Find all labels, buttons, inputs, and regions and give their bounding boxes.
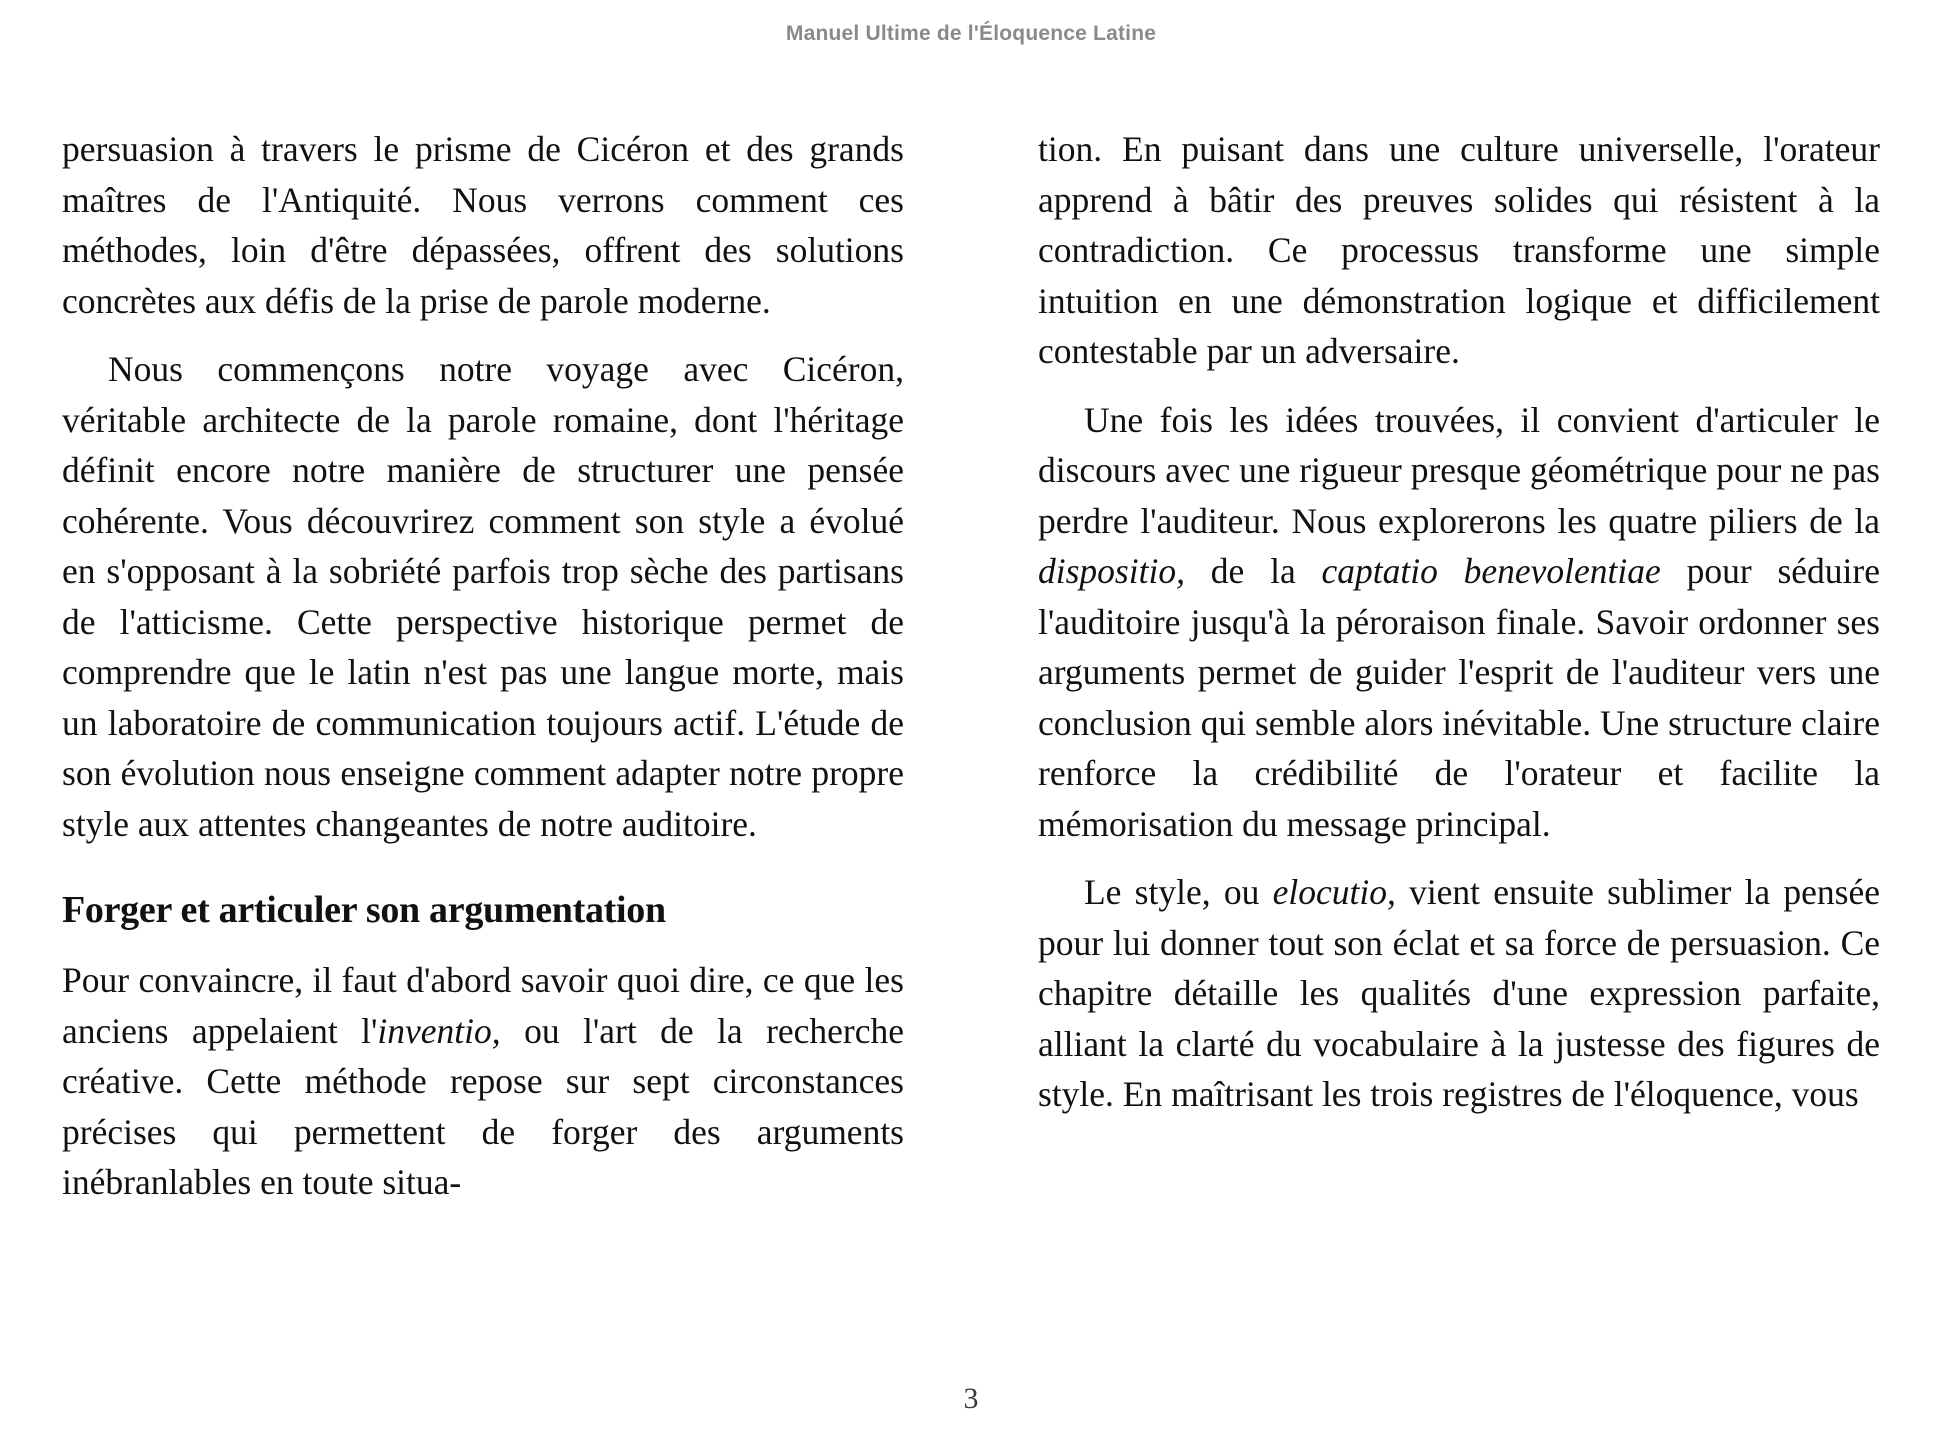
paragraph-text: persuasion à travers le prisme de Cicéron et des grands maîtres de l'Antiquité. Nous verrons comment ces méthodes, loin d'être dépassées, offrent des solutions concrètes aux défis de la prise de parole moderne.	[62, 129, 904, 321]
paragraph-text: de la	[1184, 551, 1322, 591]
paragraph-text: Une fois les idées trouvées, il convient d'articuler le discours avec une rigueur presque géométrique pour ne pas perdre l'auditeur. Nous explorerons les quatre piliers de la	[1038, 399, 1880, 541]
latin-term-captatio-benevolentiae: captatio benevolentiae	[1321, 551, 1661, 591]
paragraph-text: vient ensuite sublimer la pensée pour lui donner tout son éclat et sa force de persuasion. Ce chapitre détaille les qualités d'une expression parfaite, alliant la clarté du vocabulaire à la justesse des figures de style. En maîtrisant les trois registres de l'éloquence, vous	[1038, 872, 1880, 1114]
paragraph	[1038, 395, 1880, 850]
latin-term-elocutio: elocutio,	[1272, 872, 1396, 912]
paragraph-text: pour séduire l'auditoire jusqu'à la péroraison finale. Savoir ordonner ses arguments permet de guider l'esprit de l'auditeur vers une conclusion qui semble alors inévitable. Une structure claire renforce la crédibilité de l'orateur et facilite la mémorisation du message principal.	[1038, 551, 1880, 844]
page-number: 3	[963, 1382, 979, 1415]
right-column	[1038, 124, 1880, 1208]
two-column-body	[62, 124, 1880, 1208]
latin-term-dispositio: dispositio,	[1038, 551, 1185, 591]
left-column	[62, 124, 904, 1208]
paragraph	[62, 344, 904, 849]
paragraph	[62, 955, 904, 1208]
paragraph-text: Le style, ou	[1084, 872, 1273, 912]
paragraph-text: Nous commençons notre voyage avec Cicéron, véritable architecte de la parole romaine, dont l'héritage définit encore notre manière de structurer une pensée cohérente. Vous découvrirez comment son style a évolué en s'opposant à la sobriété parfois trop sèche des partisans de l'atticisme. Cette perspective historique permet de comprendre que le latin n'est pas une langue morte, mais un laboratoire de communication toujours actif. L'étude de son évolution nous enseigne comment adapter notre propre style aux attentes changeantes de notre auditoire.	[62, 349, 904, 844]
paragraph-text: Pour convaincre, il faut d'abord savoir quoi dire, ce que les anciens appelaient l'	[62, 960, 904, 1051]
paragraph-text: ou l'art de la recherche créative. Cette méthode repose sur sept circonstances précises qui permettent de forger des arguments inébranlables en toute situa-	[62, 1010, 904, 1202]
paragraph	[1038, 867, 1880, 1120]
paragraph	[1038, 124, 1880, 377]
latin-term-inventio: inventio,	[377, 1010, 501, 1051]
running-head: Manuel Ultime de l'Éloquence Latine	[785, 22, 1157, 45]
paragraph-text: tion. En puisant dans une culture universelle, l'orateur apprend à bâtir des preuves solides qui résistent à la contradiction. Ce processus transforme une simple intuition en une démonstration logique et difficilement contestable par un adversaire.	[1038, 129, 1880, 371]
section-heading: Forger et articuler son argumentation	[62, 889, 666, 931]
paragraph	[62, 124, 904, 326]
